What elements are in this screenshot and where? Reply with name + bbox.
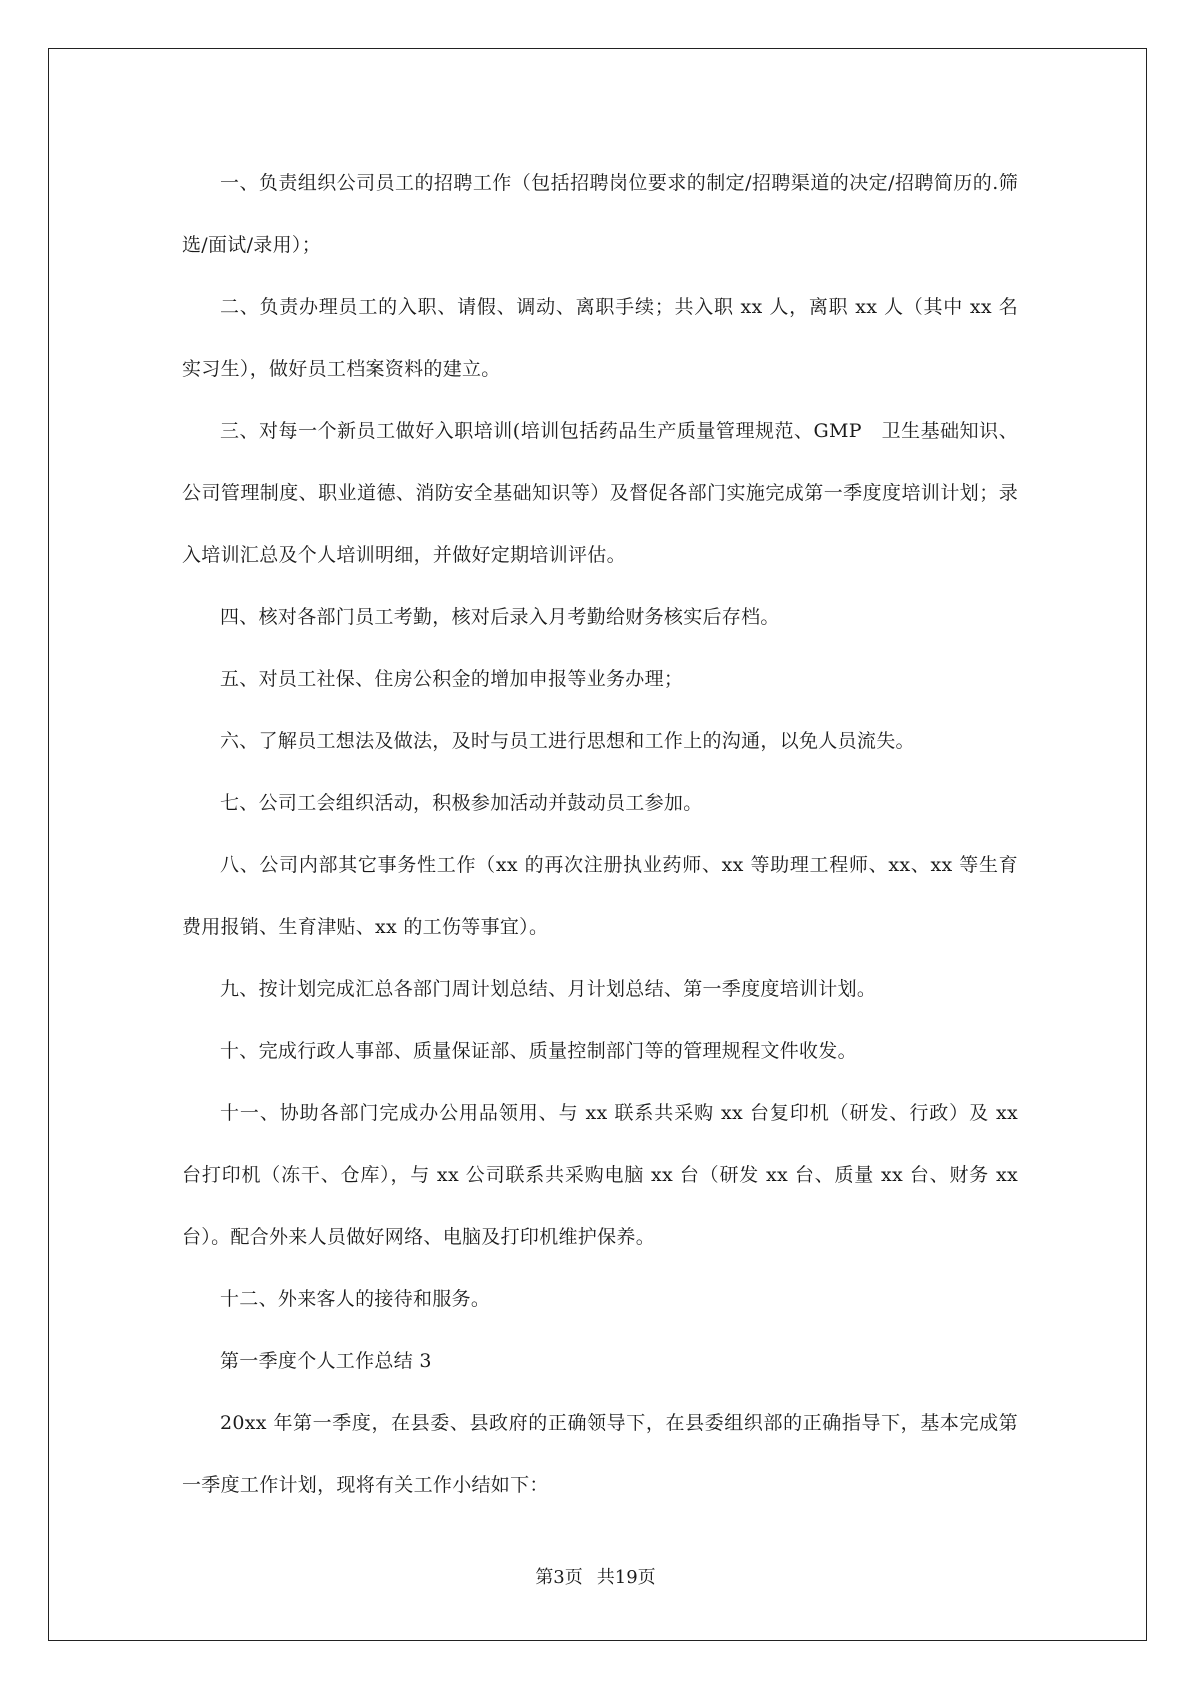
paragraph-9: 九、按计划完成汇总各部门周计划总结、月计划总结、第一季度度培训计划。 <box>220 978 877 1000</box>
paragraph-11: 十一、协助各部门完成办公用品领用、与 xx 联系共采购 xx 台复印机（研发、行政）及 xx 台打印机（冻干、仓库），与 xx 公司联系共采购电脑 xx 台（研发 xx 台、质量 xx 台、财务 xx 台）。配合外来人员做好网络、电脑及打印机维护保养。 <box>182 1102 1018 1248</box>
document-body <box>182 152 1018 1516</box>
paragraph-8: 八、公司内部其它事务性工作（xx 的再次注册执业药师、xx 等助理工程师、xx、xx 等生育费用报销、生育津贴、xx 的工伤等事宜）。 <box>182 854 1018 938</box>
paragraph-7: 七、公司工会组织活动，积极参加活动并鼓动员工参加。 <box>220 792 703 814</box>
paragraph-6: 六、了解员工想法及做法，及时与员工进行思想和工作上的沟通，以免人员流失。 <box>220 730 915 752</box>
page-total: 共19页 <box>596 1567 656 1588</box>
page-number: 第3页 <box>535 1567 583 1588</box>
paragraph-3: 三、对每一个新员工做好入职培训(培训包括药品生产质量管理规范、GMP 卫生基础知识、公司管理制度、职业道德、消防安全基础知识等）及督促各部门实施完成第一季度度培训计划；录入培训汇总及个人培训明细，并做好定期培训评估。 <box>182 420 1018 566</box>
section-heading: 第一季度个人工作总结 3 <box>220 1350 432 1372</box>
paragraph-12: 十二、外来客人的接待和服务。 <box>220 1288 491 1310</box>
paragraph-1: 一、负责组织公司员工的招聘工作（包括招聘岗位要求的制定/招聘渠道的决定/招聘简历的.筛选/面试/录用）； <box>182 172 1018 256</box>
paragraph-10: 十、完成行政人事部、质量保证部、质量控制部门等的管理规程文件收发。 <box>220 1040 857 1062</box>
paragraph-4: 四、核对各部门员工考勤，核对后录入月考勤给财务核实后存档。 <box>220 606 780 628</box>
paragraph-5: 五、对员工社保、住房公积金的增加申报等业务办理； <box>220 668 684 690</box>
page-footer <box>0 1563 1191 1589</box>
paragraph-2: 二、负责办理员工的入职、请假、调动、离职手续；共入职 xx 人，离职 xx 人（其中 xx 名实习生），做好员工档案资料的建立。 <box>182 296 1018 380</box>
paragraph-13: 20xx 年第一季度，在县委、县政府的正确领导下，在县委组织部的正确指导下，基本完成第一季度工作计划，现将有关工作小结如下： <box>182 1412 1018 1496</box>
